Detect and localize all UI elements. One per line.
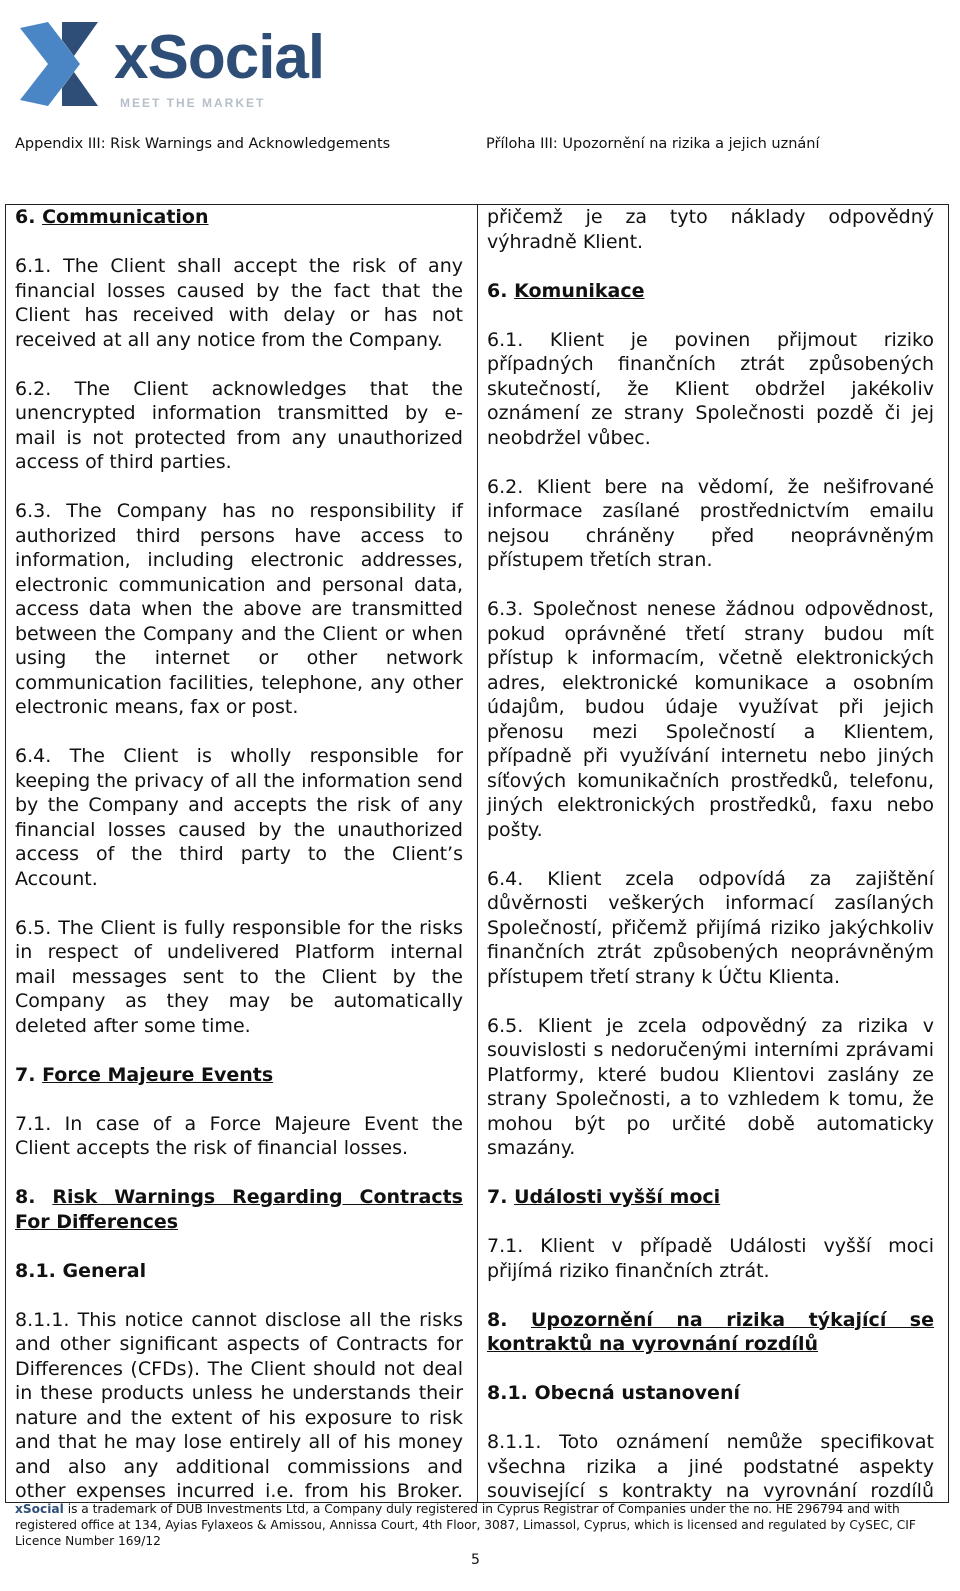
bilingual-table — [5, 204, 949, 1503]
section-8-heading: 8. Risk Warnings Regarding Contracts For Differences — [15, 1186, 463, 1233]
section-7-heading-cz: 7. Události vyšší moci — [487, 1186, 721, 1208]
footer-legal-text — [15, 1501, 935, 1549]
section-8-1-heading-cz: 8.1. Obecná ustanovení — [487, 1382, 740, 1404]
footer-brand: xSocial — [15, 1502, 64, 1516]
paragraph-6-1-cz: 6.1. Klient je povinen přijmout riziko případných finančních ztrát způsobených skutečností, že Klient obdržel jakékoliv oznámení ze strany Společnosti pozdě či jej neobdržel vůbec. — [487, 328, 934, 449]
paragraph-6-4: 6.4. The Client is wholly responsible for keeping the privacy of all the information send by the Company and accepts the risk of any financial losses caused by the unauthorized access of the third party to the Client’s Account. — [15, 745, 463, 890]
paragraph-8-1-1-cz: 8.1.1. Toto oznámení nemůže specifikovat všechna rizika a jiné podstatné aspekty související s kontrakty na vyrovnání rozdílů — [487, 1431, 934, 1502]
section-6-heading-cz: 6. Komunikace — [487, 279, 645, 302]
logo-wordmark: xSocial — [114, 23, 325, 92]
section-7-heading: 7. Force Majeure Events — [15, 1063, 274, 1086]
paragraph-6-3: 6.3. The Company has no responsibility if authorized third persons have access to information, including electronic addresses, electronic communication and personal data, access data when the above are transmitted between the Company and the Client or when using the internet or other network communication facilities, telephone, any other electronic means, fax or post. — [15, 500, 463, 718]
section-6-heading: 6. Communication — [15, 206, 209, 228]
paragraph-8-1-1: 8.1.1. This notice cannot disclose all the risks and other significant aspects of Contracts for Differences (CFDs). The Client should not deal in these products unless he understands their nature and the extent of his exposure to risk and that he may lose entirely all of his money and also any additional commissions and other expenses incurred i.e. from his Broker. — [15, 1308, 463, 1502]
header-right: Příloha III: Upozornění na rizika a jejich uznání — [486, 136, 820, 152]
paragraph-6-4-cz: 6.4. Klient zcela odpovídá za zajištění důvěrnosti veškerých informací zasílaných Společností, přičemž přijímá riziko jakýchkoliv finančních ztrát způsobených neoprávněným přístupem třetí strany k Účtu Klienta. — [487, 867, 934, 988]
logo-tagline: MEET THE MARKET — [120, 96, 266, 110]
paragraph-7-1: 7.1. In case of a Force Majeure Event the Client accepts the risk of financial losses. — [15, 1112, 463, 1159]
section-8-1-heading: 8.1. General — [15, 1259, 147, 1282]
footer-text: is a trademark of DUB Investments Ltd, a Company duly registered in Cyprus Registrar of Companies under the no. HE 296794 and with registered office at 134, Ayias Fylaxeos & Amissou, Annissa Court, 4th Floor, 3087, Limassol, Cyprus, which is licensed and regulated by CySEC, CIF Licence Number 169/12 — [15, 1502, 916, 1548]
header-left: Appendix III: Risk Warnings and Acknowledgements — [15, 136, 391, 152]
paragraph-6-2-cz: 6.2. Klient bere na vědomí, že nešifrované informace zasílané prostřednictvím emailu nejsou chráněny před neoprávněným přístupem třetích stran. — [487, 475, 934, 571]
paragraph-6-5-cz: 6.5. Klient je zcela odpovědný za rizika v souvislosti s nedoručenými interními zprávami Platformy, které budou Klientovi zaslány ze strany Společnosti, a to vzhledem k tomu, že mohou být po určité době automaticky smazány. — [487, 1014, 934, 1159]
xsocial-logo-icon — [18, 18, 114, 108]
paragraph-7-1-cz: 7.1. Klient v případě Události vyšší moci přijímá riziko finančních ztrát. — [487, 1235, 934, 1282]
paragraph-6-3-cz: 6.3. Společnost nenese žádnou odpovědnost, pokud oprávněné třetí strany budou mít přístup k informacím, včetně elektronických adres, elektronické komunikace a osobním údajům, budou údaje využívat při jejich přenosu mezi Společností a Klientem, případně při využívání internetu nebo jiných síťových komunikačních prostředků, telefonu, jiných elektronických prostředků, faxu nebo pošty. — [487, 598, 934, 841]
paragraph-6-2: 6.2. The Client acknowledges that the unencrypted information transmitted by e-mail is not protected from any unauthorized access of third parties. — [15, 377, 463, 473]
paragraph-continued: přičemž je za tyto náklady odpovědný výhradně Klient. — [487, 206, 934, 253]
xsocial-logo — [18, 18, 338, 108]
czech-column — [478, 205, 948, 1502]
page-number: 5 — [471, 1552, 480, 1568]
paragraph-6-5: 6.5. The Client is fully responsible for the risks in respect of undelivered Platform internal mail messages sent to the Client by the Company as they may be automatically deleted after some time. — [15, 916, 463, 1037]
paragraph-6-1: 6.1. The Client shall accept the risk of any financial losses caused by the fact that the Client has received with delay or has not received at all any notice from the Company. — [15, 255, 463, 351]
section-8-heading-cz: 8. Upozornění na rizika týkající se kontraktů na vyrovnání rozdílů — [487, 1308, 934, 1355]
english-column — [6, 205, 478, 1502]
